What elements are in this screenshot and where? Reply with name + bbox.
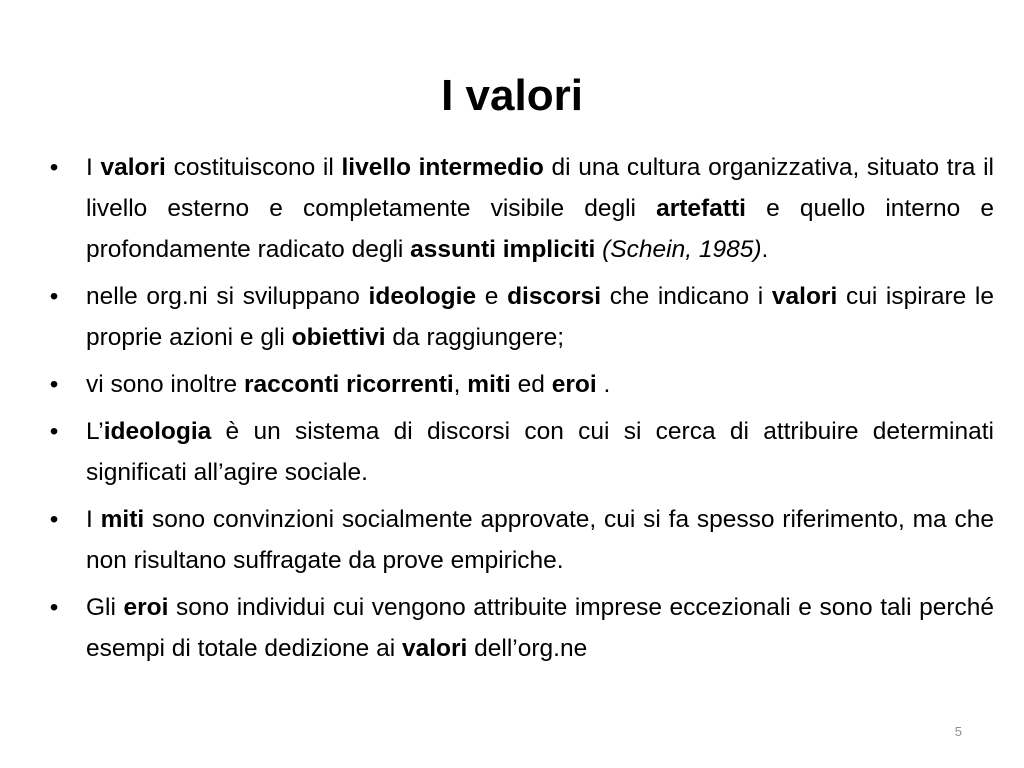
bold-term: racconti ricorrenti xyxy=(243,371,454,398)
bold-term: miti xyxy=(467,371,511,398)
text-segment: cui ispirare le proprie azioni e gli xyxy=(86,283,994,351)
text-segment: sono individui cui vengono attribuite imprese eccezionali e sono tali perché esempi di totale dedizione ai xyxy=(86,594,994,662)
bullet-text xyxy=(86,594,994,662)
bullet-marker: • xyxy=(49,283,59,310)
text-segment: nelle org.ni si sviluppano xyxy=(86,283,369,310)
bullet-item xyxy=(42,147,994,270)
bullet-text xyxy=(86,283,994,351)
text-segment: da raggiungere; xyxy=(385,324,565,351)
bullet-item xyxy=(42,276,994,358)
bold-term: miti xyxy=(100,506,145,533)
text-segment: di una cultura organizzativa, situato tra il livello esterno e completamente visibile degli xyxy=(86,154,994,222)
text-segment: costituiscono il xyxy=(165,154,342,181)
bullet-marker: • xyxy=(49,594,59,621)
bold-term: discorsi xyxy=(507,283,602,310)
bullet-item xyxy=(42,587,994,669)
bullet-item xyxy=(42,411,994,493)
text-segment: . xyxy=(761,236,769,263)
bullet-item xyxy=(42,499,994,581)
text-segment: che indicano i xyxy=(601,283,772,310)
bullet-marker: • xyxy=(49,506,59,533)
bold-term: valori xyxy=(100,154,166,181)
bold-term: eroi xyxy=(123,594,169,621)
citation-text: (Schein, 1985) xyxy=(595,236,762,263)
text-segment: I xyxy=(86,154,101,181)
bullet-marker: • xyxy=(49,418,59,445)
text-segment: . xyxy=(596,371,611,398)
text-segment: vi sono inoltre xyxy=(86,371,244,398)
slide-title: I valori xyxy=(441,71,583,120)
bold-term: assunti impliciti xyxy=(410,236,596,263)
text-segment: Gli xyxy=(86,594,124,621)
page-number: 5 xyxy=(954,724,962,739)
bold-term: valori xyxy=(401,635,468,662)
bullet-text xyxy=(86,418,994,486)
bold-term: ideologia xyxy=(103,418,212,445)
bullet-item xyxy=(42,364,994,405)
text-segment: , xyxy=(453,371,468,398)
bold-term: eroi xyxy=(551,371,597,398)
bold-term: ideologie xyxy=(368,283,477,310)
bold-term: valori xyxy=(771,283,838,310)
bullet-list xyxy=(42,147,994,675)
text-segment: e xyxy=(476,283,508,310)
text-segment: I xyxy=(86,506,101,533)
text-segment: ed xyxy=(510,371,552,398)
bold-term: artefatti xyxy=(656,195,746,222)
text-segment: è un sistema di discorsi con cui si cerca di attribuire determinati significati all’agire sociale. xyxy=(86,418,994,486)
bullet-marker: • xyxy=(49,371,59,398)
text-segment: e quello interno e profondamente radicato degli xyxy=(86,195,994,263)
bold-term: obiettivi xyxy=(291,324,386,351)
bullet-marker: • xyxy=(49,154,59,181)
text-segment: L’ xyxy=(86,418,104,445)
text-segment: dell’org.ne xyxy=(467,635,588,662)
bullet-text xyxy=(86,506,994,574)
bullet-text xyxy=(86,154,994,263)
text-segment: sono convinzioni socialmente approvate, cui si fa spesso riferimento, ma che non risultano suffragate da prove empiriche. xyxy=(86,506,994,574)
bullet-text xyxy=(86,371,610,398)
bold-term: livello intermedio xyxy=(341,154,544,181)
